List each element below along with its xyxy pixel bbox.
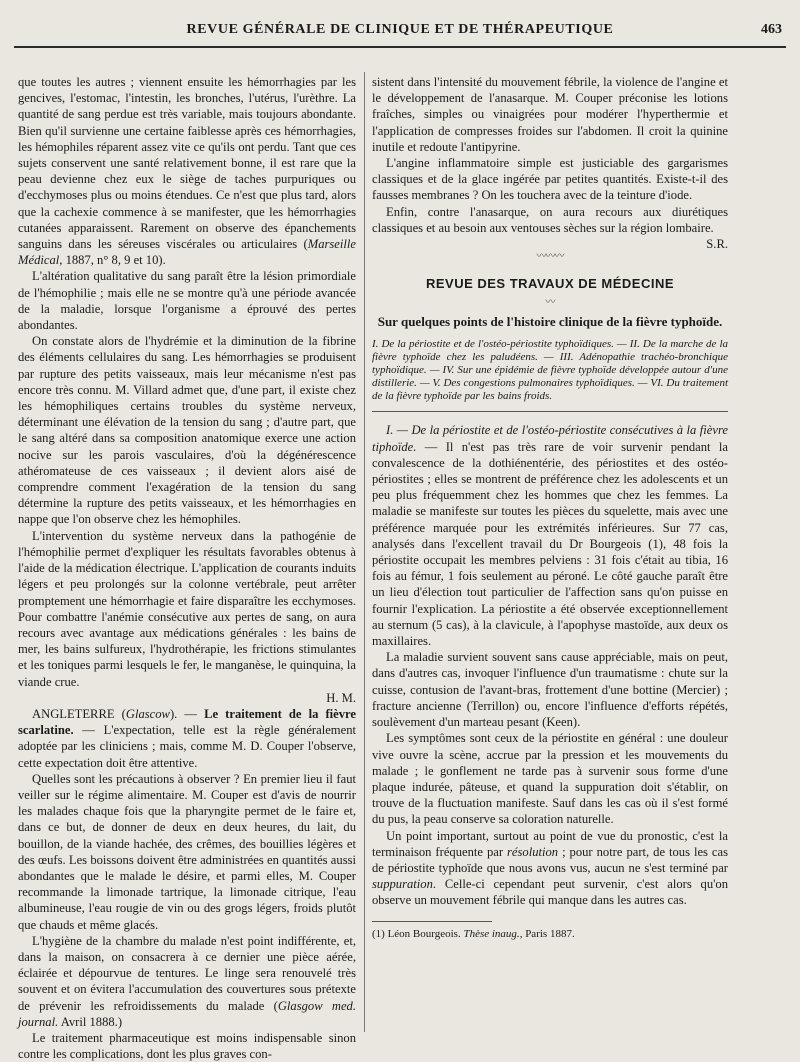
paragraph — [372, 828, 728, 909]
paragraph: sistent dans l'intensité du mouvement fébrile, la violence de l'angine et le développement de l'anasarque. M. Couper préconise les lotions fraîches, simples ou vinaigrées pour modérer l'hyperthermie et l'application de compresses froides sur l'abdomen. Il croit la quinine inutile et redoute l'antipyrine. — [372, 75, 728, 154]
text: — L'expectation, telle est la règle généralement adoptée par les cliniciens ; mais, comme M. D. Couper l'observe, cette expectation doit être attentive. — [18, 723, 356, 770]
emphasis: résolution — [507, 844, 559, 859]
paragraph — [372, 422, 728, 649]
emphasis: Thèse inaug. — [463, 927, 520, 940]
paragraph: La maladie survient souvent sans cause appréciable, mais on peut, dans d'autres cas, invoquer l'influence d'un traumatisme : chute sur la cuisse, contusion de l'avant-bras, frottement d'une bottine (Mercier) ; fracture ancienne (Terrillon) ou, encore l'influence d'efforts répétés, soulèvement d'un marteau pesant (Keen). — [372, 650, 728, 730]
text: (1) Léon Bourgeois. — [372, 927, 464, 940]
text: que toutes les autres ; viennent ensuite les hémorrhagies par les gencives, l'estomac, l'intestin, les bronches, l'utérus, l'urèthre. La quantité de sang perdue est très variable, mais toujours abondante. Bien qu'il survienne une certaine faiblesse après ces hémorrhagies, les hémophiles réparent assez vite ce qu'ils ont perdu. Tant que ces sujets conservent une santé relativement bonne, il est rare que la peau devienne chez eux le siège de taches purpuriques ou d'ecchymoses plus ou moins étendues. Ce n'est que plus tard, alors que la cachexie commence à se manifester, que les hémorrhagies cutanées apparaissent. Rarement on observe des épanchements sanguins dans les séreuses viscérales ou articulaires ( — [18, 75, 356, 252]
text: ; pour notre part, de tous les cas de périostite typhoïde que nous avons vus, aucun ne s'est terminé par — [372, 844, 729, 875]
text: L'intervention du système nerveux dans la pathogénie de l'hémophilie permet d'expliquer les résultats favorables obtenus à l'aide de la médication électrique. L'application de courants induits légers et peu prolongés sur la colonne vertébrale, peut arrêter promptement une hémorrhagie et faire disparaître les ecchymoses. Pour combattre l'anémie consécutive aux pertes de sang, on aura recours avec avantage aux médications générales : les bains de mer, les bains sulfureux, l'hydrothérapie, les frictions stimulantes et les toniques parmi lesquels le fer, le manganèse, le quinquina, la viande crue. — [18, 528, 356, 689]
source-citation: Glasgow med. journal. — [18, 998, 356, 1029]
ornament-divider: 〰 — [545, 297, 555, 309]
text: , 1887, n° 8, 9 et 10). — [59, 253, 166, 268]
ornament-divider: 〰〰〰 — [536, 251, 564, 263]
footnote-separator — [372, 921, 492, 922]
source-citation: Marseille Médical — [18, 237, 356, 268]
paragraph: L'altération qualitative du sang paraît être la lésion primordiale de l'hémophilie ; mais elle ne se montre qu'à une période avancée de la maladie, lorsque l'organisme a éprouvé des pertes abondantes. — [18, 269, 356, 333]
emphasis: suppuration — [372, 877, 433, 892]
paragraph — [18, 528, 356, 706]
left-column — [18, 74, 357, 1062]
running-header — [14, 20, 786, 48]
country: ANGLETERRE — [32, 706, 115, 721]
column-divider — [364, 72, 365, 1032]
paragraph — [18, 933, 356, 1030]
right-column — [372, 74, 728, 1034]
author-initials: H. M. — [326, 690, 356, 705]
paragraph: Quelles sont les précautions à observer ? En premier lieu il faut veiller sur le régime alimentaire. M. Couper est d'avis de nourrir les malades chaque fois que la pharyngite permet de le faire et, dans ce but, de donner de deux en deux heures, du lait, du bouillon, de la viande hachée, des crêmes, des bouillies légères et des œufs. Les boissons doivent être administrées en quantités aussi abondantes que le malade le désire, et parmi elles, M. Couper recommande la limonade tartrique, la limonade citrique, l'eau albumineuse, l'eau rougie de vin ou des grogs légers, froids plutôt que chauds et même glacés. — [18, 771, 356, 932]
text: , Paris 1887. — [519, 927, 575, 940]
page-number: 463 — [761, 22, 782, 37]
article-title: Le traitement de la fièvre scarlatine. — [18, 706, 357, 738]
journal-title: REVUE GÉNÉRALE DE CLINIQUE ET DE THÉRAPEUTIQUE — [186, 22, 614, 37]
paragraph — [18, 74, 356, 268]
text: — Il n'est pas très rare de voir survenir pendant la convalescence de la dothiénentérie, des périostites et des ostéo-périostites ; elles se montrent de préférence chez les adolescents et un peu plus fréquemment chez les hommes que chez les femmes. La maladie se manifeste sur toutes les pièces du squelette, mais avec une préférence marquée pour les extrémités inférieures. Sur 77 cas, analysés dans l'excellent travail du Dr Bourgeois (1), 48 fois la périostite occupait les membres pelviens : 31 fois c'était au tibia, 16 fois au fémur, 1 fois seulement au péroné. Le côté gauche paraît être un lieu d'élection tout particulier de l'affection sans qu'on puisse en fournir l'explication. La périostite a été observée exceptionnellement au sternum (5 cas), à la clavicule, à l'apophyse mastoïde, aux deux os maxillaires. — [372, 439, 728, 649]
text: L'hygiène de la chambre du malade n'est point indifférente, et, dans la maison, on consacrera à ce dernier une pièce aérée, éclairée et dépourvue de tentures. Le linge sera renouvelé très souvent et on évitera l'accumulation des couvertures sous prétexte de prévenir les refroidissements du malade ( — [18, 933, 356, 1013]
text: Un point important, surtout au point de vue du pronostic, c'est la terminaison fréquente par — [372, 828, 728, 859]
paragraph — [372, 204, 728, 253]
text: Enfin, contre l'anasarque, on aura recours aux diurétiques classiques et au besoin aux ventouses sèches sur la région lombaire. — [372, 204, 728, 235]
paragraph: Les symptômes sont ceux de la périostite en général : une douleur vive ouvre la scène, accrue par la pression et les mouvements du malade ; le gonflement ne tarde pas à survenir sous forme d'une plaque indurée, pâteuse, et quand la suppuration doit s'établir, on trouve de la fluctuation manifeste. Sauf dans les cas où il s'est formé du pus, la peau conserve sa coloration naturelle. — [372, 731, 728, 827]
author-initials: S.R. — [706, 237, 728, 252]
section-title: REVUE DES TRAVAUX DE MÉDECINE — [425, 276, 675, 292]
text: . Celle-ci cependant peut survenir, c'est alors qu'on observe un mouvement fébrile qui manque dans les autres cas. — [372, 877, 728, 908]
paragraph: Le traitement pharmaceutique est moins indispensable sinon contre les complications, dont les plus graves con- — [18, 1030, 356, 1062]
paragraph: L'angine inflammatoire simple est justiciable des gargarismes classiques et de la glace ingérée par petites quantités. Existe-t-il des fausses membranes ? On les touchera avec de la teinture d'iode. — [372, 156, 728, 203]
article-title: Sur quelques points de l'histoire clinique de la fièvre typhoïde. — [377, 314, 723, 330]
city: Glascow — [125, 706, 170, 721]
footnote — [372, 928, 728, 941]
text: Avril 1888.) — [58, 1014, 123, 1029]
paragraph: ANGLETERRE (Glascow). — Le traitement de la fièvre scarlatine. — L'expectation, telle est la règle généralement adoptée par les cliniciens ; mais, comme M. D. Couper l'observe, cette expectation doit être attentive. — [18, 706, 357, 770]
section-lead: I. — De la périostite et de l'ostéo-périostite consécutives à la fièvre tiphoïde. — [372, 423, 728, 454]
article-summary: I. De la périostite et de l'ostéo-périostite typhoïdiques. — II. De la marche de la fièvre typhoïde chez les paludéens. — III. Adénopathie trachéo-bronchique typhoïdique. — IV. Sur une épidémie de fièvre typhoïde développée autour d'une distillerie. — V. Des congestions pulmonaires typhoïdiques. — VI. Du traitement de la fièvre typhoïde par les bains froids. — [372, 338, 728, 412]
paragraph: On constate alors de l'hydrémie et la diminution de la fibrine des éléments cellulaires du sang. Les hémorrhagies se produisent par rupture des petits vaisseaux, mais leur mécanisme n'est pas encore très connu. M. Villard admet que, d'une part, il existe chez les hémophiliques certains troubles du système nerveux, déterminant une élévation de la tension du sang ; d'autre part, que le sang altéré dans sa composition anatomique exerce une action nocive sur les parois vasculaires, d'où la dégénérescence athéromateuse de ces vaisseaux ; il devient alors aisé de comprendre comment l'exagération de la tension du sang détermine la rupture des petits vaisseaux, et les hémorrhagies en nappe que l'on observe chez les hémophiles. — [18, 334, 356, 527]
